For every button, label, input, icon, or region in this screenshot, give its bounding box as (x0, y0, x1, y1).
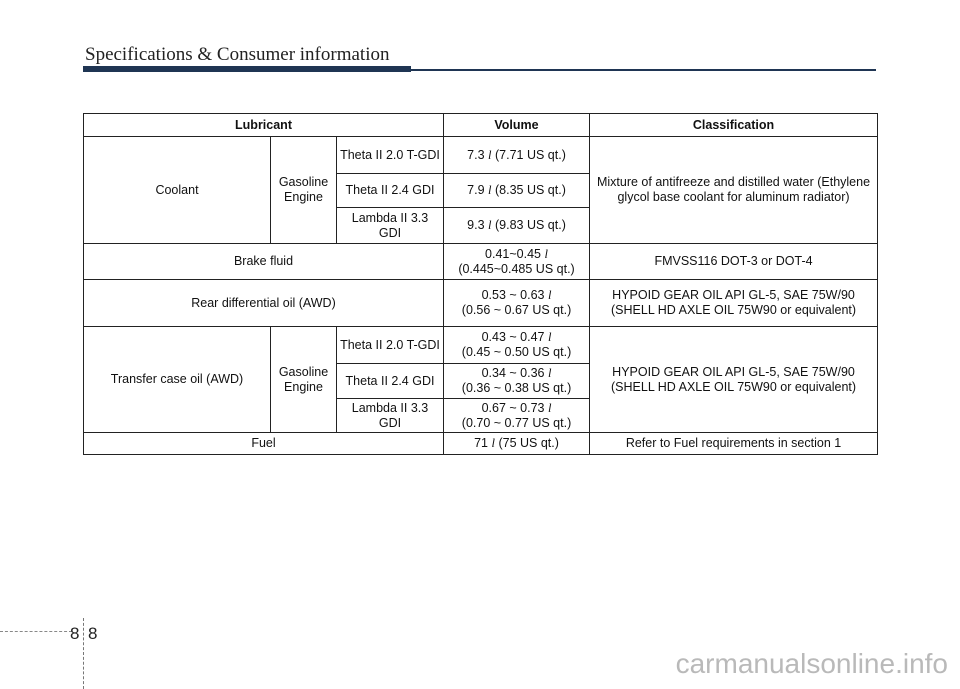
lubricant-name-fuel: Fuel (84, 433, 444, 455)
volume-cell: 0.34 ~ 0.36 l (0.36 ~ 0.38 US qt.) (444, 364, 590, 399)
page-header-title: Specifications & Consumer information (85, 44, 390, 65)
volume-cell: 9.3 l (9.83 US qt.) (444, 208, 590, 244)
engine-cell: Theta II 2.0 T-GDI (337, 137, 444, 174)
classification-transfer-case: HYPOID GEAR OIL API GL-5, SAE 75W/90 (SHELL HD AXLE OIL 75W90 or equivalent) (590, 327, 878, 433)
table-header-row (84, 114, 878, 137)
table-row-rear-diff (84, 280, 878, 327)
classification-fuel: Refer to Fuel requirements in section 1 (590, 433, 878, 455)
page-number-divider (83, 618, 84, 689)
table-row-coolant-1 (84, 137, 878, 174)
page-number-page: 8 (88, 624, 98, 643)
volume-cell: 0.67 ~ 0.73 l (0.70 ~ 0.77 US qt.) (444, 399, 590, 433)
table-row-fuel (84, 433, 878, 455)
volume-cell: 71 l (75 US qt.) (444, 433, 590, 455)
engine-cell: Lambda II 3.3 GDI (337, 208, 444, 244)
lubricant-name-brake-fluid: Brake fluid (84, 244, 444, 280)
classification-rear-diff: HYPOID GEAR OIL API GL-5, SAE 75W/90 (SHELL HD AXLE OIL 75W90 or equivalent) (590, 280, 878, 327)
liter-symbol: l (491, 436, 495, 450)
lubricant-spec-table (83, 113, 878, 455)
liter-symbol: l (547, 330, 552, 344)
page-number-section: 8 (70, 624, 80, 643)
table-row-brake-fluid (84, 244, 878, 280)
volume-cell: 0.43 ~ 0.47 l (0.45 ~ 0.50 US qt.) (444, 327, 590, 364)
engine-type-coolant: Gasoline Engine (271, 137, 337, 244)
volume-cell: 0.53 ~ 0.63 l (0.56 ~ 0.67 US qt.) (444, 280, 590, 327)
watermark-text: carmanualsonline.info (675, 648, 948, 679)
engine-cell: Theta II 2.0 T-GDI (337, 327, 444, 364)
liter-symbol: l (544, 246, 548, 261)
header-rule-thick (83, 66, 411, 72)
header-lubricant: Lubricant (84, 114, 444, 137)
engine-type-transfer-case: Gasoline Engine (271, 327, 337, 433)
classification-brake-fluid: FMVSS116 DOT-3 or DOT-4 (590, 244, 878, 280)
liter-symbol: l (547, 400, 552, 415)
liter-symbol: l (488, 218, 492, 232)
volume-cell: 7.3 l (7.71 US qt.) (444, 137, 590, 174)
engine-cell: Lambda II 3.3 GDI (337, 399, 444, 433)
lubricant-name-coolant: Coolant (84, 137, 271, 244)
liter-symbol: l (547, 366, 552, 380)
header-rule-thin (411, 69, 876, 71)
header-classification: Classification (590, 114, 878, 137)
lubricant-name-rear-diff: Rear differential oil (AWD) (84, 280, 444, 327)
liter-symbol: l (547, 288, 552, 302)
table-row-transfer-1 (84, 327, 878, 364)
liter-symbol: l (488, 183, 492, 197)
engine-cell: Theta II 2.4 GDI (337, 174, 444, 208)
engine-cell: Theta II 2.4 GDI (337, 364, 444, 399)
volume-cell: 0.41~0.45 l (0.445~0.485 US qt.) (444, 244, 590, 280)
liter-symbol: l (488, 147, 492, 162)
volume-cell: 7.9 l (8.35 US qt.) (444, 174, 590, 208)
classification-coolant: Mixture of antifreeze and distilled water (Ethylene glycol base coolant for aluminum radiator) (590, 137, 878, 244)
footer-rule (0, 631, 72, 632)
header-volume: Volume (444, 114, 590, 137)
lubricant-name-transfer-case: Transfer case oil (AWD) (84, 327, 271, 433)
